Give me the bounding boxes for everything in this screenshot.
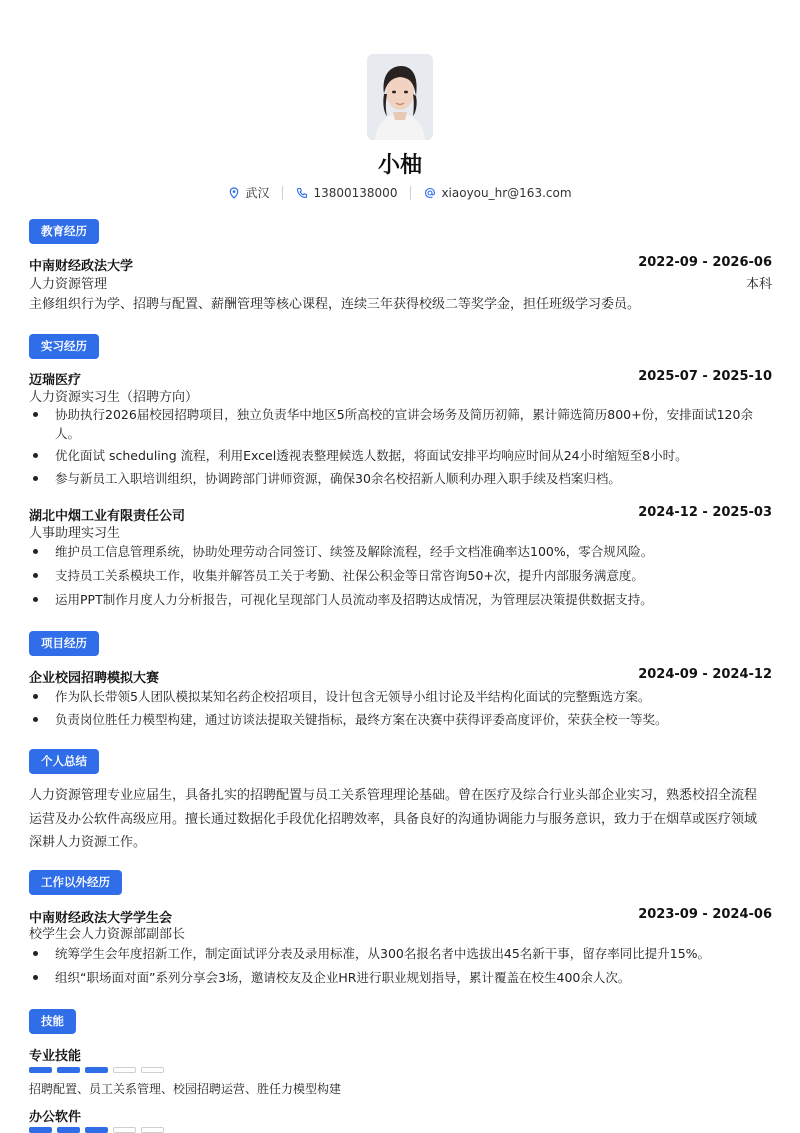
bullet-text: 运用PPT制作月度人力分析报告，可视化呈现部门人员流动率及招聘达成情况，为管理层决策提供数据支持。: [55, 592, 653, 607]
section-summary-tag: 个人总结: [29, 749, 99, 774]
phone-icon: [296, 187, 308, 199]
bullet-text: 优化面试 scheduling 流程，利用Excel透视表整理候选人数据，将面试安排平均响应时间从24小时缩短至8小时。: [55, 448, 688, 463]
internship-dates: 2025-07 - 2025-10: [638, 369, 772, 384]
contact-bar: [0, 184, 800, 201]
internship-header: [29, 505, 772, 523]
at-sign-icon: [424, 187, 436, 199]
bullet-text: 组织“职场面对面”系列分享会3场，邀请校友及企业HR进行职业规划指导，累计覆盖在校生400余人次。: [55, 970, 631, 985]
bullet-line: 人。: [55, 426, 81, 441]
bullet-text: 维护员工信息管理系统，协助处理劳动合同签订、续签及解除流程，经手文档准确率达100%，零合规风险。: [55, 544, 654, 559]
skill-level-segment: [85, 1127, 108, 1133]
skill-level-segment: [57, 1127, 80, 1133]
extra-role-row: [29, 923, 772, 941]
list-item: [29, 968, 772, 987]
company-name: 迈瑞医疗: [29, 373, 82, 388]
list-item: [29, 469, 772, 488]
bullet-text: 作为队长带领5人团队模拟某知名药企校招项目，设计包含无领导小组讨论及半结构化面试的完整甄选方案。: [55, 689, 651, 704]
list-item: [29, 542, 772, 561]
internship-role-row: [29, 522, 772, 540]
list-item: [29, 710, 772, 729]
bullet-dot: [33, 549, 38, 554]
summary-line: 深耕人力资源工作。: [29, 835, 147, 850]
list-item: [29, 590, 772, 609]
skill-level-segment: [113, 1127, 136, 1133]
location-text: 武汉: [245, 186, 270, 200]
skill-title-row: [29, 1045, 772, 1063]
bullet-dot: [33, 573, 38, 578]
bullet-text: 负责岗位胜任力模型构建，通过访谈法提取关键指标，最终方案在决赛中获得评委高度评价，荣获全校一等奖。: [55, 712, 668, 727]
location-pin-icon: [228, 187, 240, 199]
contact-location: [228, 184, 269, 201]
project-name: 企业校园招聘模拟大赛: [29, 671, 160, 686]
education-header: [29, 255, 772, 273]
school-name: 中南财经政法大学: [29, 259, 134, 274]
bullet-text: [55, 405, 772, 443]
skill-title: 办公软件: [29, 1110, 82, 1125]
education-description: 主修组织行为学、招聘与配置、薪酬管理等核心课程，连续三年获得校级二等奖学金，担任班级学习委员。: [29, 297, 641, 312]
internship-dates: 2024-12 - 2025-03: [638, 505, 772, 520]
internship-header: [29, 369, 772, 387]
candidate-name: 小柚: [377, 153, 422, 178]
skill-level-segment: [141, 1127, 164, 1133]
summary-text: [29, 784, 772, 855]
project-dates: 2024-09 - 2024-12: [638, 667, 772, 682]
bullet-dot: [33, 412, 38, 417]
list-item: [29, 566, 772, 585]
skill-level-segment: [29, 1067, 52, 1073]
extra-role: 校学生会人力资源部副部长: [29, 927, 186, 942]
divider: [410, 186, 411, 200]
contact-phone: [296, 186, 397, 200]
profile-photo: [367, 54, 433, 140]
section-project-tag: 项目经历: [29, 631, 99, 656]
project-header: [29, 667, 772, 685]
skill-level-bars: [29, 1067, 169, 1073]
list-item: [29, 944, 772, 963]
bullet-dot: [33, 597, 38, 602]
education-dates: 2022-09 - 2026-06: [638, 255, 772, 270]
section-internship-tag: 实习经历: [29, 334, 99, 359]
skill-level-segment: [85, 1067, 108, 1073]
summary-line: 运营及办公软件高级应用。擅长通过数据化手段优化招聘效率，具备良好的沟通协调能力与服务意识，致力于在烟草或医疗领域: [29, 811, 758, 827]
skill-title-row: [29, 1106, 772, 1124]
bullet-dot: [33, 694, 38, 699]
skill-description: 招聘配置、员工关系管理、校园招聘运营、胜任力模型构建: [29, 1082, 342, 1096]
internship-role: 人力资源实习生（招聘方向）: [29, 390, 199, 405]
education-subheader: [29, 273, 772, 291]
bullet-dot: [33, 476, 38, 481]
section-education-tag: 教育经历: [29, 219, 99, 244]
bullet-text: 参与新员工入职培训组织，协调跨部门讲师资源，确保30余名校招新人顺利办理入职手续及档案归档。: [55, 471, 621, 486]
bullet-dot: [33, 453, 38, 458]
phone-text: 13800138000: [313, 185, 398, 200]
skill-level-segment: [141, 1067, 164, 1073]
section-extra-tag: 工作以外经历: [29, 870, 122, 895]
skill-level-bars: [29, 1127, 169, 1133]
bullet-line: 协助执行2026届校园招聘项目，独立负责华中地区5所高校的宣讲会场务及简历初筛，累计筛选简历800+份，安排面试120余: [55, 407, 753, 422]
internship-role-row: [29, 386, 772, 404]
divider: [282, 186, 283, 200]
portrait-image: [367, 54, 433, 140]
skill-level-segment: [57, 1067, 80, 1073]
contact-email[interactable]: [424, 186, 571, 200]
bullet-text: 支持员工关系模块工作，收集并解答员工关于考勤、社保公积金等日常咨询50+次，提升内部服务满意度。: [55, 568, 644, 583]
company-name: 湖北中烟工业有限责任公司: [29, 509, 186, 524]
email-text[interactable]: xiaoyou_hr@163.com: [441, 185, 572, 200]
list-item: [29, 446, 772, 465]
major: 人力资源管理: [29, 277, 108, 292]
skill-level-segment: [113, 1067, 136, 1073]
internship-role: 人事助理实习生: [29, 526, 121, 541]
list-item: [29, 687, 772, 706]
skill-level-segment: [29, 1127, 52, 1133]
extra-dates: 2023-09 - 2024-06: [638, 907, 772, 922]
organization-name: 中南财经政法大学学生会: [29, 911, 173, 926]
bullet-dot: [33, 717, 38, 722]
bullet-text: 统筹学生会年度招新工作，制定面试评分表及录用标准，从300名报名者中选拔出45名新干事，留存率同比提升15%。: [55, 946, 711, 961]
section-skills-tag: 技能: [29, 1009, 76, 1034]
skill-title: 专业技能: [29, 1049, 82, 1064]
bullet-dot: [33, 975, 38, 980]
list-item: [29, 405, 772, 443]
degree: 本科: [745, 277, 772, 292]
bullet-dot: [33, 951, 38, 956]
summary-line: 人力资源管理专业应届生，具备扎实的招聘配置与员工关系管理理论基础。曾在医疗及综合行业头部企业实习，熟悉校招全流程: [29, 788, 758, 803]
